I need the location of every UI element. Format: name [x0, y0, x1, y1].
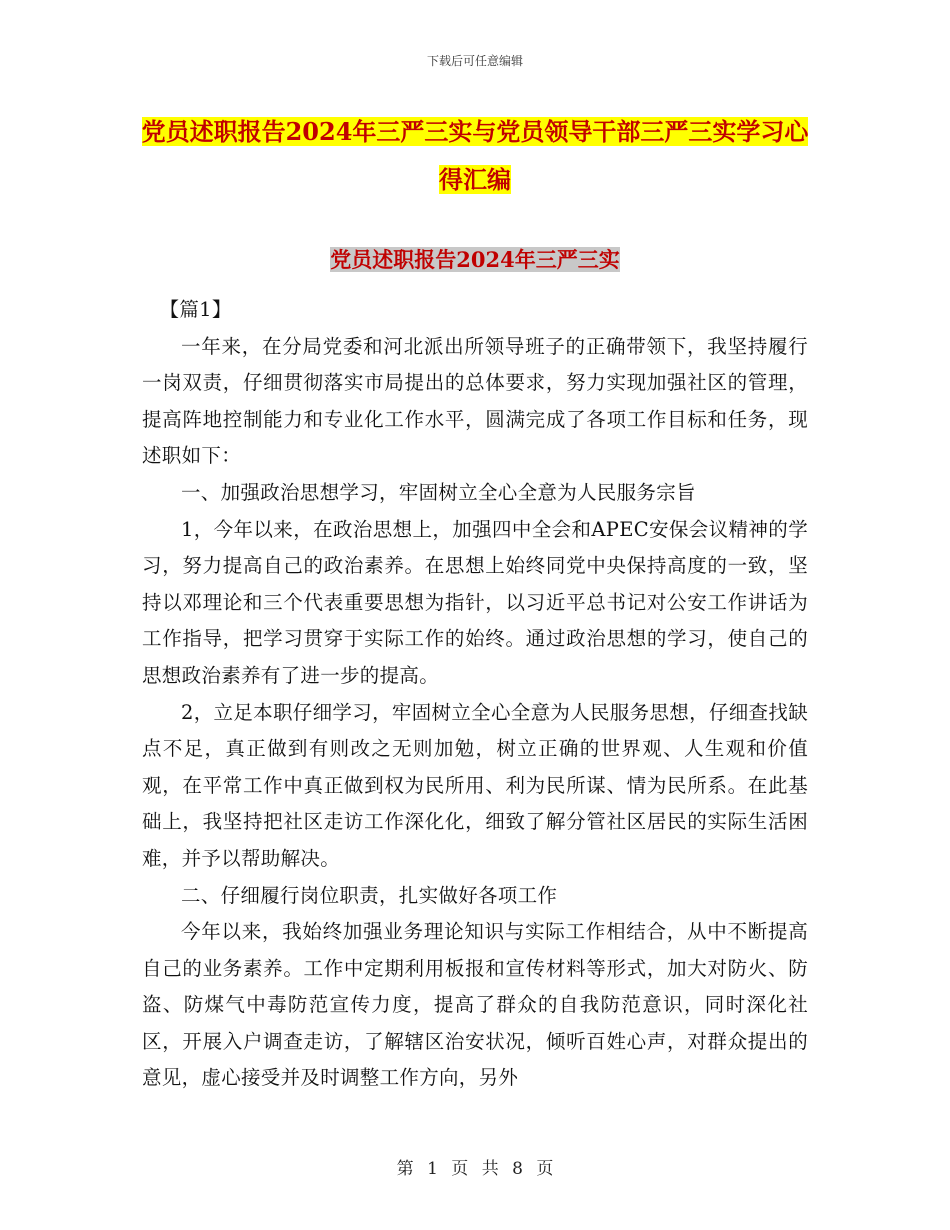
page-header-note: 下载后可任意编辑 — [426, 54, 523, 68]
body-paragraph: 今年以来，我始终加强业务理论知识与实际工作相结合，从中不断提高自己的业务素养。工作中定期利用板报和宣传材料等形式，加大对防火、防盗、防煤气中毒防范宣传力度，提高了群众的自我防范意识，同时深化社区，开展入户调查走访，了解辖区治安状况，倾听百姓心声，对群众提出的意见，虚心接受并及时调整工作方向，另外 — [142, 920, 808, 1090]
page-number-footer: 第 1 页 共 8 页 — [396, 1159, 554, 1179]
body-paragraph: 2，立足本职仔细学习，牢固树立全心全意为人民服务思想，仔细查找缺点不足，真正做到有则改之无则加勉，树立正确的世界观、人生观和价值观，在平常工作中真正做到权为民所用、利为民所谋、情为民所系。在此基础上，我坚持把社区走访工作深化化，细致了解分管社区居民的实际生活困难，并予以帮助解决。 — [142, 700, 808, 870]
body-paragraph: 一年来，在分局党委和河北派出所领导班子的正确带领下，我坚持履行一岗双责，仔细贯彻落实市局提出的总体要求，努力实现加强社区的管理，提高阵地控制能力和专业化工作水平，圆满完成了各项工作目标和任务，现述职如下： — [142, 334, 808, 468]
document-body — [142, 292, 808, 1097]
section-title-text: 党员述职报告2024年三严三实 — [330, 247, 620, 272]
heading-paragraph: 一、加强政治思想学习，牢固树立全心全意为人民服务宗旨 — [181, 480, 696, 504]
document-title — [140, 108, 810, 204]
body-paragraph: 1，今年以来，在政治思想上，加强四中全会和APEC安保会议精神的学习，努力提高自己的政治素养。在思想上始终同党中央保持高度的一致，坚持以邓理论和三个代表重要思想为指针，以习近平总书记对公安工作讲话为工作指导，把学习贯穿于实际工作的始终。通过政治思想的学习，使自己的思想政治素养有了进一步的提高。 — [142, 517, 808, 687]
article-label: 【篇1】 — [159, 298, 232, 321]
section-title — [0, 244, 950, 276]
heading-paragraph: 二、仔细履行岗位职责，扎实做好各项工作 — [181, 883, 558, 907]
document-title-text: 党员述职报告2024年三严三实与党员领导干部三严三实学习心得汇编 — [141, 117, 809, 194]
